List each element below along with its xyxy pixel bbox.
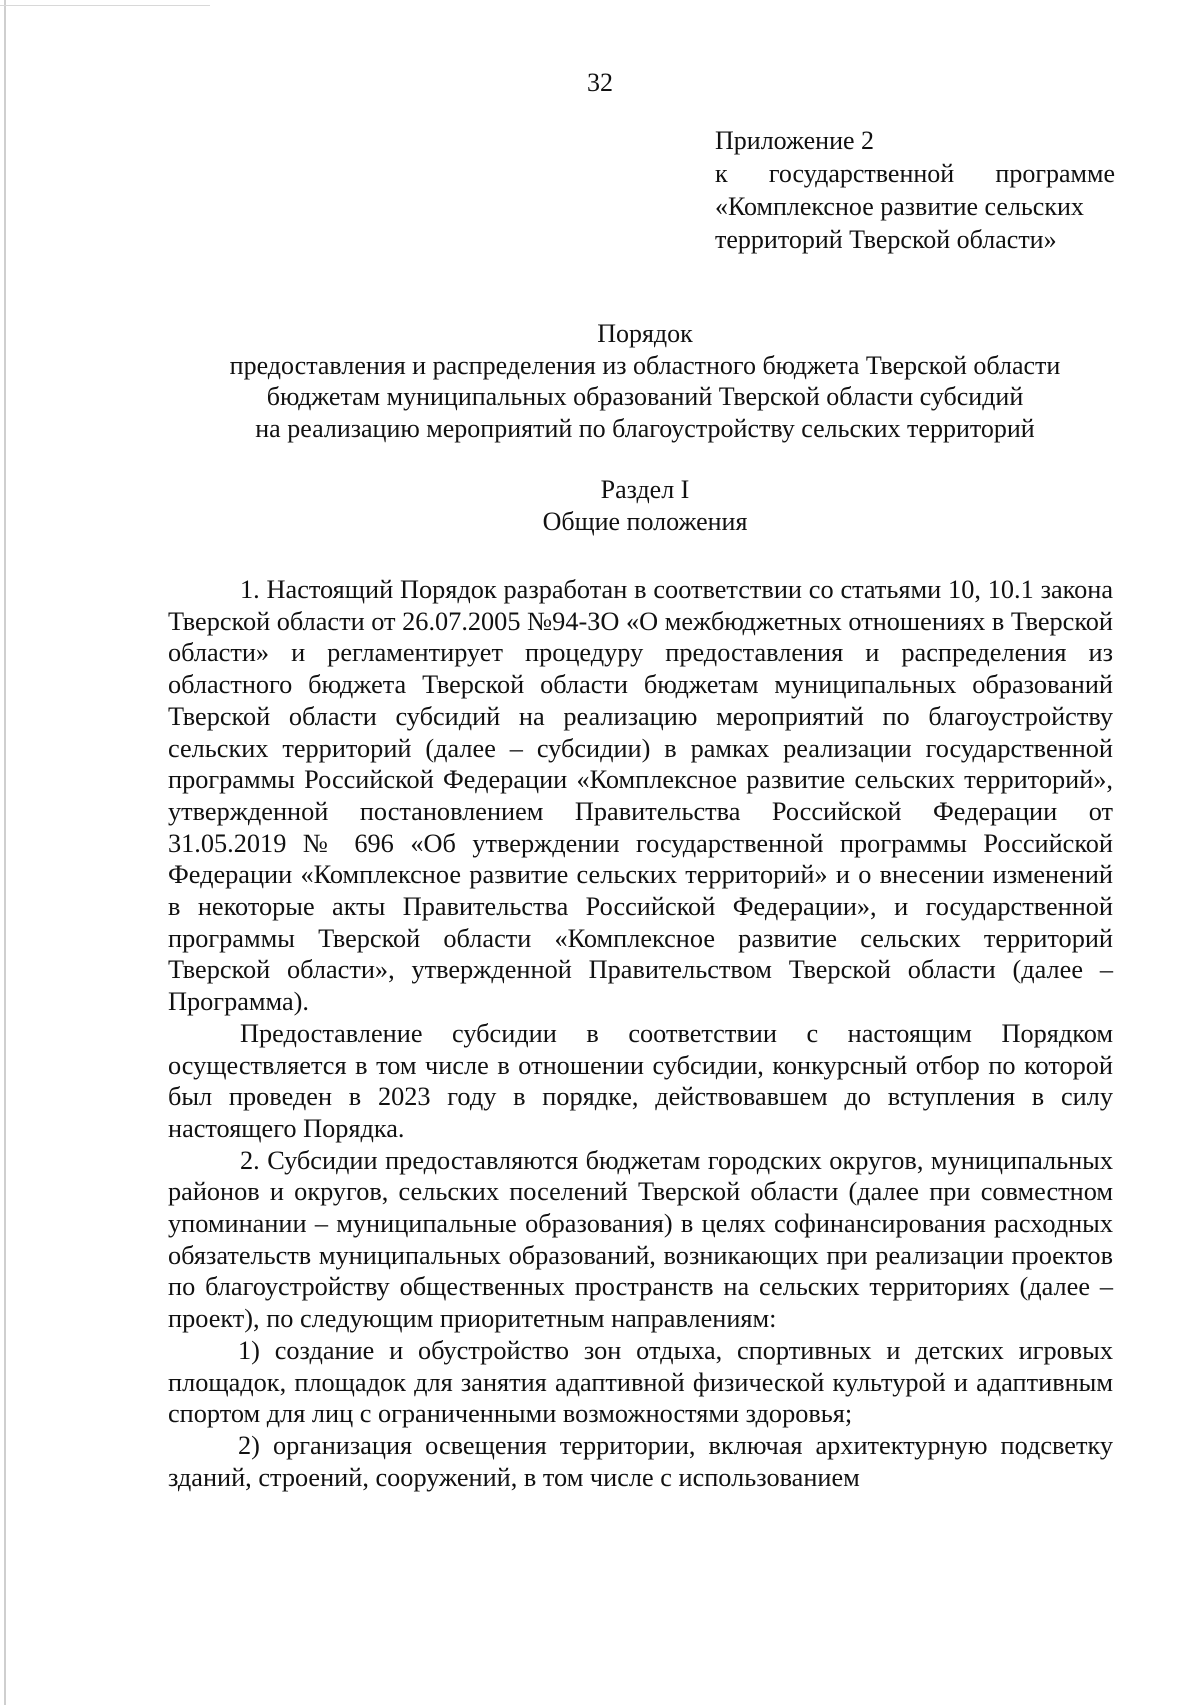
scan-edge-top xyxy=(0,5,210,6)
section-name: Общие положения xyxy=(542,507,748,536)
appendix-header xyxy=(715,124,1115,256)
title-line: на реализацию мероприятий по благоустройству сельских территорий xyxy=(255,413,1035,443)
title-line: бюджетам муниципальных образований Тверской области субсидий xyxy=(266,382,1024,411)
body-text xyxy=(168,574,1113,1493)
appendix-line: к государственной программе xyxy=(715,159,1115,188)
appendix-line: территорий Тверской области» xyxy=(715,225,1057,254)
paragraph: 2. Субсидии предоставляются бюджетам городских округов, муниципальных районов и округов, сельских поселений Тверской области (далее при совместном упоминании – муниципальные образования) в целях софинансирования расходных обязательств муниципальных образований, возникающих при реализации проектов по благоустройству общественных пространств на сельских территориях (далее – проект), по следующим приоритетным направлениям: xyxy=(168,1145,1113,1334)
paragraph: 1. Настоящий Порядок разработан в соответствии со статьями 10, 10.1 закона Тверской области от 26.07.2005 №94-ЗО «О межбюджетных отношениях в Тверской области» и регламентирует процедуру предоставления и распределения из областного бюджета Тверской области бюджетам муниципальных образований Тверской области субсидий на реализацию мероприятий по благоустройству сельских территорий (далее – субсидии) в рамках реализации государственной программы Российской Федерации «Комплексное развитие сельских территорий», утвержденной постановлением Правительства Российской Федерации от 31.05.2019 № 696 «Об утверждении государственной программы Российской Федерации «Комплексное развитие сельских территорий» и о внесении изменений в некоторые акты Правительства Российской Федерации», и государственной программы Тверской области «Комплексное развитие сельских территорий Тверской области», утвержденной Правительством Тверской области (далее – Программа). xyxy=(168,575,1113,1017)
section-heading xyxy=(150,474,1140,538)
document-title xyxy=(150,318,1140,444)
scan-edge-left xyxy=(4,0,6,1705)
list-item: 1) создание и обустройство зон отдыха, спортивных и детских игровых площадок, площадок для занятия адаптивной физической культурой и адаптивным спортом для лиц с ограниченными возможностями здоровья; xyxy=(168,1335,1113,1429)
appendix-line: Приложение 2 xyxy=(715,126,875,155)
paragraph: Предоставление субсидии в соответствии с настоящим Порядком осуществляется в том числе в отношении субсидии, конкурсный отбор по которой был проведен в 2023 году в порядке, действовавшем до вступления в силу настоящего Порядка. xyxy=(168,1018,1113,1143)
title-line: предоставления и распределения из областного бюджета Тверской области xyxy=(229,350,1061,380)
page-number: 32 xyxy=(587,68,613,97)
list-item: 2) организация освещения территории, включая архитектурную подсветку зданий, строений, сооружений, в том числе с использованием xyxy=(168,1430,1113,1492)
title-heading: Порядок xyxy=(597,319,693,348)
appendix-line: «Комплексное развитие сельских xyxy=(715,192,1084,221)
section-number: Раздел I xyxy=(600,475,690,504)
